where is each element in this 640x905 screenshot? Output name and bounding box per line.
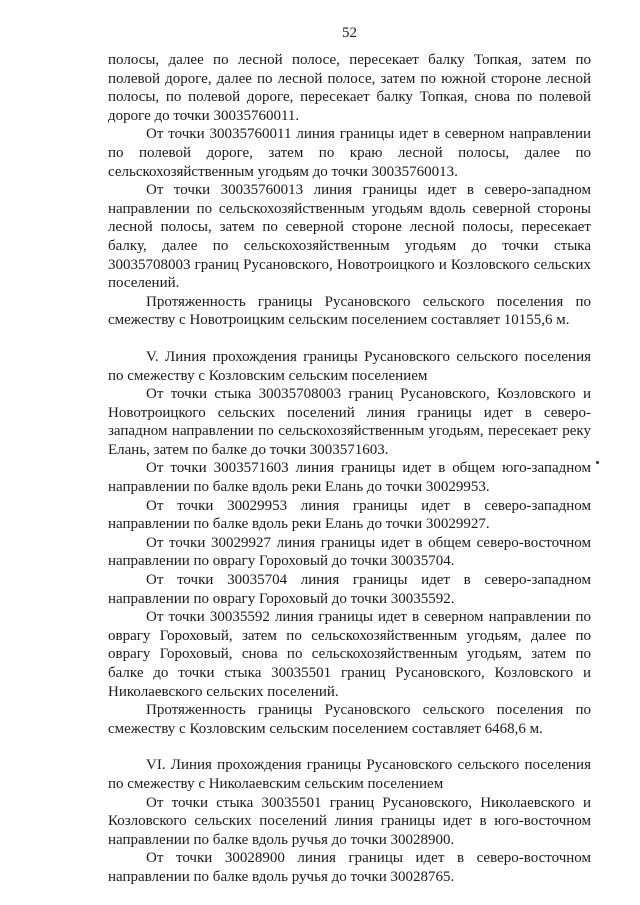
section-heading: VI. Линия прохождения границы Русановского сельского поселения по смежеству с Николаевским сельским поселением	[108, 757, 591, 792]
paragraph: Протяженность границы Русановского сельского поселения по смежеству с Новотроицким сельским поселением составляет 10155,6 м.	[108, 293, 591, 329]
paragraph: От точки 3003571603 линия границы идет в общем юго-западном направлении по балке вдоль реки Елань до точки 30029953.	[108, 460, 591, 496]
paragraph: От точки 30029927 линия границы идет в общем северо-восточном направлении по оврагу Гороховый до точки 30035704.	[108, 534, 591, 570]
document-body	[108, 51, 591, 887]
paragraph: От точки 30035760011 линия границы идет в северном направлении по полевой дороге, затем по краю лесной полосы, далее по сельскохозяйственным угодьям до точки 30035760013.	[108, 126, 591, 180]
paragraph: От точки 30035704 линия границы идет в северо-западном направлении по оврагу Гороховый до точки 30035592.	[108, 572, 591, 607]
document-page	[108, 24, 591, 887]
paragraph: От точки 30035592 линия границы идет в северном направлении по оврагу Гороховый, затем по сельскохозяйственным угодьям, далее по оврагу Гороховый, снова по сельскохозяйственным угодьям, затем по балке до точки стыка 30035501 границ Русановского, Козловского и Николаевского сельских поселений.	[108, 609, 591, 700]
paragraph: От точки стыка 30035501 границ Русановского, Николаевского и Козловского сельских поселений линия границы идет в юго-восточном направлении по балке вдоль ручья до точки 30028900.	[108, 794, 591, 848]
paragraph: Протяженность границы Русановского сельского поселения по смежеству с Козловским сельским поселением составляет 6468,6 м.	[108, 702, 591, 737]
paragraph: От точки 30035760013 линия границы идет в северо-западном направлении по сельскохозяйственным угодьям вдоль северной стороны лесной полосы, затем по северной стороне лесной полосы, пересекает балку, далее по сельскохозяйственным угодьям до точки стыка 30035708003 границ Русановского, Новотроицкого и Козловского сельских поселений.	[108, 182, 591, 292]
section-heading: V. Линия прохождения границы Русановского сельского поселения по смежеству с Козловским сельским поселением	[108, 348, 591, 384]
scan-speck	[596, 461, 599, 464]
section-spacer	[108, 330, 591, 348]
paragraph: От точки стыка 30035708003 границ Русановского, Козловского и Новотроицкого сельских поселений линия границы идет в северо-западном направлении по сельскохозяйственным угодьям, пересекает реку Елань, затем по балке до точки 3003571603.	[108, 386, 591, 458]
page-number: 52	[342, 25, 357, 41]
section-spacer	[108, 738, 591, 756]
paragraph: От точки 30028900 линия границы идет в северо-восточном направлении по балке вдоль ручья до точки 30028765.	[108, 850, 591, 885]
paragraph: От точки 30029953 линия границы идет в северо-западном направлении по балке вдоль реки Елань до точки 30029927.	[108, 497, 591, 533]
paragraph: полосы, далее по лесной полосе, пересекает балку Топкая, затем по полевой дороге, далее по лесной полосе, затем по южной стороне лесной полосы, по полевой дороге, пересекает балку Топкая, снова по полевой дороге до точки 30035760011.	[108, 52, 591, 124]
